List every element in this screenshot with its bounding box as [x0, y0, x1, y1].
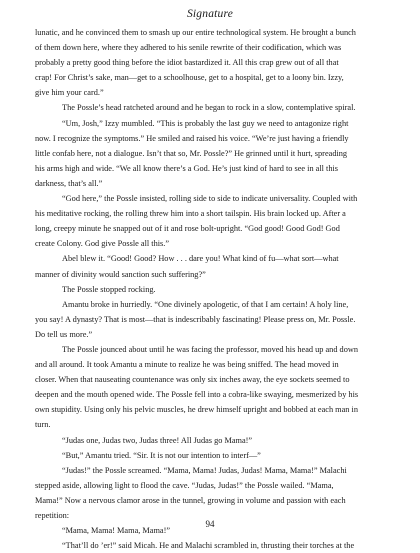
- text-line: stepped aside, allowing light to flood the cave. “Judas, Judas!” the Possle wailed. “Mama,: [35, 480, 334, 490]
- text-line: repetition:: [35, 511, 70, 520]
- text-line: of them down here, where they adhered to his senile rewrite of their codification, which was: [35, 43, 342, 53]
- text-line: “Mama, Mama! Mama, Mama!”: [62, 526, 171, 536]
- text-line: and all around. It took Amantu a minute to realize he was being sniffed. The head moved in: [35, 360, 339, 370]
- text-line: deepen and the mouth opened wide. The Possle fell into a cobra-like swaying, mesmerized by his: [35, 390, 359, 400]
- page-number: 94: [205, 519, 215, 529]
- text-line: The Possle stopped rocking.: [62, 284, 156, 294]
- text-line: give him your card.”: [35, 88, 104, 98]
- text-line: lunatic, and he convinced them to smash up our entire technological system. He brought a bunch: [35, 28, 356, 37]
- text-line: “God here,” the Possle insisted, rolling side to side to indicate universality. Coupled with: [62, 194, 358, 204]
- text-line: Abel blew it. “Good! Good? How . . . dare you! What kind of fu—what sort—what: [62, 254, 339, 264]
- text-line: “Um, Josh,” Izzy mumbled. “This is probably the last guy we need to antagonize right: [62, 118, 349, 128]
- text-line: turn.: [35, 420, 51, 430]
- text-line: little confab here, not a dialogue. Isn’t that so, Mr. Possle?” He grinned until it hurt, spreading: [35, 148, 348, 158]
- text-line: probably a pretty good thing before the idiot bastardized it. All this crap grew out of all that: [35, 58, 339, 68]
- text-line: his meditative rocking, the rolling threw him into a short tailspin. His brain locked up. After a: [35, 209, 346, 219]
- text-line: manner of divinity would sanction such suffering?”: [35, 269, 206, 279]
- text-line: “Judas one, Judas two, Judas three! All Judas go Mama!”: [62, 435, 253, 445]
- text-line: Amantu broke in hurriedly. “One divinely apologetic, of that I am certain! A holy line,: [62, 299, 349, 309]
- text-line: Do tell us more.”: [35, 329, 93, 339]
- body-text: [35, 25, 386, 553]
- text-line: The Possle’s head ratcheted around and he began to rock in a slow, contemplative spiral.: [62, 103, 356, 113]
- text-line: own stupidity. Using only his pelvic muscles, he drew himself upright and bobbed at each man in: [35, 405, 358, 415]
- running-head: Signature: [186, 8, 234, 20]
- text-line: “Judas!” the Possle screamed. “Mama, Mama! Judas, Judas! Mama, Mama!” Malachi: [62, 465, 347, 475]
- text-line: The Possle jounced about until he was facing the professor, moved his head up and down: [62, 344, 358, 354]
- text-line: now. I recognize the symptoms.” He smiled and raised his voice. “We’re just having a friendly: [35, 133, 349, 143]
- text-line: “That’ll do ’er!” said Micah. He and Malachi scrambled in, thrusting their torches at the: [62, 541, 355, 551]
- text-line: closer. When that nauseating countenance was only six inches away, the eye sockets seemed to: [35, 375, 350, 385]
- text-line: “But,” Amantu tried. “Sir. It is not our intention to interf—”: [62, 450, 261, 460]
- text-line: create Colony. God give Possle all this.”: [35, 239, 170, 249]
- text-line: crap! For Christ’s sake, man—get to a schoolhouse, get to a hospital, get to a loony bin. Izzy,: [35, 73, 344, 83]
- text-line: darkness, that’s all.”: [35, 178, 103, 188]
- text-line: long, creepy minute he snapped out of it and rose bolt-upright. “God good! Good God! God: [35, 224, 340, 234]
- text-line: Mama!” Now a nervous clamor arose in the tunnel, growing in volume and passion with each: [35, 495, 346, 505]
- text-line: his arms high and wide. “We all know there’s a God. He’s just kind of hard to see in all this: [35, 163, 339, 173]
- text-line: you say! A dynasty? That is most—that is indescribably fascinating! Please press on, Mr. Possle.: [35, 314, 356, 324]
